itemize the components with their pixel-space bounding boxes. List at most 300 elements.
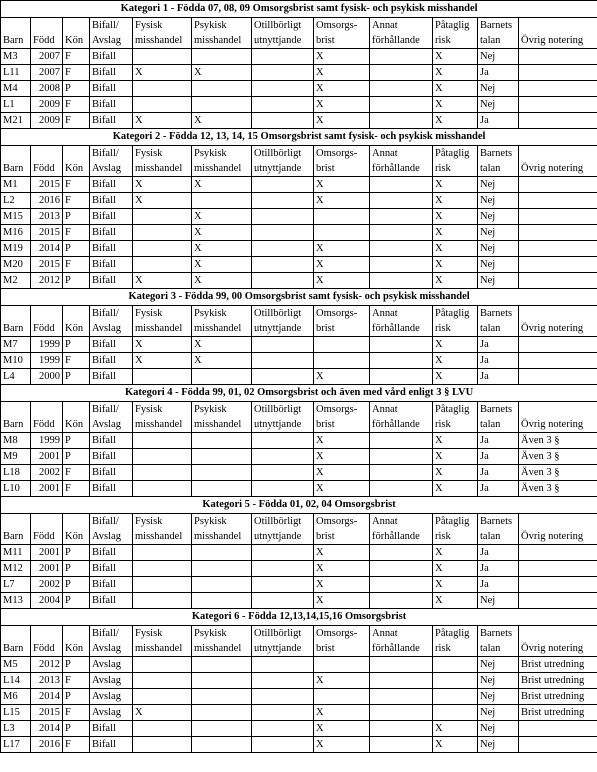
cell-fodd: 2002 <box>31 465 63 481</box>
column-header-barnets-talan: Barnets talan <box>478 402 519 433</box>
table-row <box>1 481 597 497</box>
cell-psykisk-misshandel <box>192 721 252 737</box>
cell-fodd: 2013 <box>31 673 63 689</box>
cell-barn: M16 <box>1 225 31 241</box>
cell-fysisk-misshandel <box>133 577 192 593</box>
table-row <box>1 593 597 609</box>
cell-kon: F <box>63 65 90 81</box>
cell-fysisk-misshandel <box>133 97 192 113</box>
column-header-barnets-talan: Barnets talan <box>478 18 519 49</box>
cell-omsorgsbrist: X <box>314 705 370 721</box>
cell-barn: M9 <box>1 449 31 465</box>
column-header-kon: Kön <box>63 18 90 49</box>
cell-pataglig-risk: X <box>433 257 478 273</box>
cell-ovrig-notering: Även 3 § <box>519 481 597 497</box>
column-header-fysisk-misshandel: Fysisk misshandel <box>133 514 192 545</box>
cell-barnets-talan: Nej <box>478 721 519 737</box>
cell-bifall-avslag: Bifall <box>90 113 133 129</box>
cell-otillborligt-utnyttjande <box>252 689 314 705</box>
cell-kon: F <box>63 97 90 113</box>
cell-kon: P <box>63 273 90 289</box>
cell-fodd: 2016 <box>31 737 63 753</box>
cell-bifall-avslag: Bifall <box>90 353 133 369</box>
column-header-fysisk-misshandel: Fysisk misshandel <box>133 626 192 657</box>
cell-kon: P <box>63 449 90 465</box>
cell-otillborligt-utnyttjande <box>252 337 314 353</box>
cell-otillborligt-utnyttjande <box>252 561 314 577</box>
cell-ovrig-notering: Även 3 § <box>519 433 597 449</box>
cell-fysisk-misshandel: X <box>133 65 192 81</box>
cell-psykisk-misshandel <box>192 593 252 609</box>
cell-annat-forhallande <box>370 465 433 481</box>
table-row <box>1 49 597 65</box>
cell-kon: P <box>63 433 90 449</box>
cell-barnets-talan: Ja <box>478 65 519 81</box>
cell-barn: M8 <box>1 433 31 449</box>
column-header-pataglig-risk: Påtaglig risk <box>433 402 478 433</box>
cell-ovrig-notering <box>519 177 597 193</box>
cell-fysisk-misshandel <box>133 721 192 737</box>
cell-omsorgsbrist <box>314 337 370 353</box>
cell-pataglig-risk: X <box>433 113 478 129</box>
cell-pataglig-risk: X <box>433 481 478 497</box>
cell-kon: P <box>63 689 90 705</box>
cell-annat-forhallande <box>370 545 433 561</box>
cell-barnets-talan: Nej <box>478 177 519 193</box>
cell-bifall-avslag: Bifall <box>90 593 133 609</box>
cell-annat-forhallande <box>370 225 433 241</box>
cell-annat-forhallande <box>370 657 433 673</box>
cell-kon: P <box>63 337 90 353</box>
cell-otillborligt-utnyttjande <box>252 65 314 81</box>
cell-annat-forhallande <box>370 481 433 497</box>
cell-psykisk-misshandel <box>192 481 252 497</box>
cell-barn: L2 <box>1 193 31 209</box>
cell-fysisk-misshandel: X <box>133 705 192 721</box>
cell-omsorgsbrist: X <box>314 593 370 609</box>
table-row <box>1 241 597 257</box>
cell-kon: P <box>63 721 90 737</box>
cell-ovrig-notering <box>519 65 597 81</box>
column-header-psykisk-misshandel: Psykisk misshandel <box>192 18 252 49</box>
cell-pataglig-risk: X <box>433 545 478 561</box>
cell-pataglig-risk: X <box>433 593 478 609</box>
cell-kon: F <box>63 705 90 721</box>
column-header-fysisk-misshandel: Fysisk misshandel <box>133 18 192 49</box>
column-header-psykisk-misshandel: Psykisk misshandel <box>192 402 252 433</box>
cell-omsorgsbrist: X <box>314 257 370 273</box>
cell-fysisk-misshandel <box>133 561 192 577</box>
cell-otillborligt-utnyttjande <box>252 273 314 289</box>
cell-bifall-avslag: Bifall <box>90 65 133 81</box>
cell-fodd: 2009 <box>31 97 63 113</box>
category-title-row <box>1 497 597 514</box>
cell-fodd: 2014 <box>31 721 63 737</box>
cell-otillborligt-utnyttjande <box>252 593 314 609</box>
table-row <box>1 209 597 225</box>
cell-barnets-talan: Nej <box>478 273 519 289</box>
column-header-barnets-talan: Barnets talan <box>478 626 519 657</box>
cell-fysisk-misshandel <box>133 433 192 449</box>
category-title: Kategori 1 - Födda 07, 08, 09 Omsorgsbrist samt fysisk- och psykisk misshandel <box>1 1 597 18</box>
cell-otillborligt-utnyttjande <box>252 433 314 449</box>
cell-otillborligt-utnyttjande <box>252 97 314 113</box>
cell-fysisk-misshandel <box>133 209 192 225</box>
cell-bifall-avslag: Avslag <box>90 657 133 673</box>
cell-ovrig-notering <box>519 193 597 209</box>
cell-psykisk-misshandel: X <box>192 337 252 353</box>
column-header-kon: Kön <box>63 146 90 177</box>
cell-barn: L7 <box>1 577 31 593</box>
cell-psykisk-misshandel <box>192 49 252 65</box>
cell-pataglig-risk: X <box>433 97 478 113</box>
table-row <box>1 369 597 385</box>
cell-fysisk-misshandel: X <box>133 273 192 289</box>
category-title-row <box>1 129 597 146</box>
cell-omsorgsbrist <box>314 225 370 241</box>
cell-ovrig-notering <box>519 97 597 113</box>
cell-ovrig-notering: Även 3 § <box>519 449 597 465</box>
cell-ovrig-notering <box>519 113 597 129</box>
table-row <box>1 113 597 129</box>
cell-otillborligt-utnyttjande <box>252 369 314 385</box>
cell-fysisk-misshandel <box>133 593 192 609</box>
cell-bifall-avslag: Bifall <box>90 225 133 241</box>
column-header-omsorgsbrist: Omsorgs- brist <box>314 514 370 545</box>
cell-fodd: 2001 <box>31 545 63 561</box>
cell-omsorgsbrist: X <box>314 369 370 385</box>
cell-barnets-talan: Nej <box>478 705 519 721</box>
cell-kon: P <box>63 657 90 673</box>
cell-kon: P <box>63 561 90 577</box>
cell-annat-forhallande <box>370 449 433 465</box>
column-header-kon: Kön <box>63 306 90 337</box>
column-header-annat-forhallande: Annat förhållande <box>370 146 433 177</box>
column-header-row <box>1 402 597 433</box>
column-header-barn: Barn <box>1 402 31 433</box>
cell-annat-forhallande <box>370 353 433 369</box>
cell-fodd: 2001 <box>31 481 63 497</box>
column-header-row <box>1 306 597 337</box>
column-header-fodd: Född <box>31 514 63 545</box>
cell-omsorgsbrist: X <box>314 561 370 577</box>
cell-barn: L15 <box>1 705 31 721</box>
cell-otillborligt-utnyttjande <box>252 49 314 65</box>
cell-annat-forhallande <box>370 433 433 449</box>
cell-pataglig-risk: X <box>433 337 478 353</box>
cell-barn: L17 <box>1 737 31 753</box>
cell-otillborligt-utnyttjande <box>252 449 314 465</box>
cell-psykisk-misshandel <box>192 657 252 673</box>
cell-fodd: 2007 <box>31 65 63 81</box>
column-header-pataglig-risk: Påtaglig risk <box>433 146 478 177</box>
cell-fodd: 2004 <box>31 593 63 609</box>
table-row <box>1 433 597 449</box>
column-header-bifall-avslag: Bifall/ Avslag <box>90 514 133 545</box>
cell-kon: F <box>63 49 90 65</box>
cell-fysisk-misshandel <box>133 449 192 465</box>
cell-annat-forhallande <box>370 337 433 353</box>
cell-pataglig-risk <box>433 705 478 721</box>
column-header-pataglig-risk: Påtaglig risk <box>433 626 478 657</box>
table-row <box>1 737 597 753</box>
cell-ovrig-notering: Även 3 § <box>519 465 597 481</box>
column-header-ovrig-notering: Övrig notering <box>519 18 597 49</box>
cell-psykisk-misshandel: X <box>192 113 252 129</box>
cell-ovrig-notering <box>519 577 597 593</box>
cell-pataglig-risk: X <box>433 353 478 369</box>
cell-fodd: 1999 <box>31 337 63 353</box>
cell-pataglig-risk: X <box>433 49 478 65</box>
cell-otillborligt-utnyttjande <box>252 177 314 193</box>
table-body <box>1 1 597 753</box>
cell-fodd: 2007 <box>31 49 63 65</box>
cell-pataglig-risk: X <box>433 81 478 97</box>
table-row <box>1 353 597 369</box>
cell-pataglig-risk: X <box>433 433 478 449</box>
cell-ovrig-notering <box>519 49 597 65</box>
column-header-bifall-avslag: Bifall/ Avslag <box>90 626 133 657</box>
column-header-omsorgsbrist: Omsorgs- brist <box>314 626 370 657</box>
cell-bifall-avslag: Bifall <box>90 81 133 97</box>
cell-bifall-avslag: Bifall <box>90 273 133 289</box>
category-title: Kategori 4 - Födda 99, 01, 02 Omsorgsbrist och även med vård enligt 3 § LVU <box>1 385 597 402</box>
cell-annat-forhallande <box>370 273 433 289</box>
column-header-kon: Kön <box>63 626 90 657</box>
cell-omsorgsbrist: X <box>314 737 370 753</box>
cell-annat-forhallande <box>370 241 433 257</box>
column-header-row <box>1 18 597 49</box>
column-header-otillborligt-utnyttjande: Otillbörligt utnyttjande <box>252 18 314 49</box>
cell-barnets-talan: Nej <box>478 81 519 97</box>
cell-barnets-talan: Ja <box>478 545 519 561</box>
cell-fodd: 2001 <box>31 561 63 577</box>
cell-bifall-avslag: Avslag <box>90 673 133 689</box>
cell-barn: M13 <box>1 593 31 609</box>
cell-ovrig-notering: Brist utredning <box>519 705 597 721</box>
cell-pataglig-risk: X <box>433 241 478 257</box>
cell-pataglig-risk: X <box>433 177 478 193</box>
cell-kon: F <box>63 177 90 193</box>
column-header-otillborligt-utnyttjande: Otillbörligt utnyttjande <box>252 514 314 545</box>
cell-barn: M15 <box>1 209 31 225</box>
column-header-bifall-avslag: Bifall/ Avslag <box>90 306 133 337</box>
cell-annat-forhallande <box>370 689 433 705</box>
cell-kon: P <box>63 241 90 257</box>
cell-barn: M11 <box>1 545 31 561</box>
cell-pataglig-risk: X <box>433 561 478 577</box>
cell-annat-forhallande <box>370 737 433 753</box>
column-header-psykisk-misshandel: Psykisk misshandel <box>192 146 252 177</box>
cell-omsorgsbrist: X <box>314 81 370 97</box>
cell-ovrig-notering <box>519 737 597 753</box>
cell-pataglig-risk: X <box>433 225 478 241</box>
cell-bifall-avslag: Bifall <box>90 193 133 209</box>
cell-fodd: 2016 <box>31 193 63 209</box>
cell-bifall-avslag: Bifall <box>90 49 133 65</box>
column-header-annat-forhallande: Annat förhållande <box>370 626 433 657</box>
column-header-fodd: Född <box>31 626 63 657</box>
column-header-pataglig-risk: Påtaglig risk <box>433 514 478 545</box>
table-row <box>1 465 597 481</box>
column-header-bifall-avslag: Bifall/ Avslag <box>90 402 133 433</box>
cell-kon: P <box>63 209 90 225</box>
cell-barnets-talan: Nej <box>478 225 519 241</box>
cell-annat-forhallande <box>370 209 433 225</box>
cell-ovrig-notering <box>519 273 597 289</box>
cell-pataglig-risk: X <box>433 273 478 289</box>
cell-kon: F <box>63 257 90 273</box>
cell-omsorgsbrist: X <box>314 673 370 689</box>
cell-barnets-talan: Nej <box>478 593 519 609</box>
cell-psykisk-misshandel: X <box>192 273 252 289</box>
cell-bifall-avslag: Avslag <box>90 689 133 705</box>
cell-annat-forhallande <box>370 113 433 129</box>
cell-barnets-talan: Nej <box>478 241 519 257</box>
cell-barnets-talan: Ja <box>478 433 519 449</box>
category-title-row <box>1 609 597 626</box>
cell-fysisk-misshandel: X <box>133 113 192 129</box>
cell-barn: M12 <box>1 561 31 577</box>
cell-barn: M5 <box>1 657 31 673</box>
category-title-row <box>1 1 597 18</box>
cell-barn: L10 <box>1 481 31 497</box>
cell-pataglig-risk <box>433 689 478 705</box>
cell-psykisk-misshandel <box>192 705 252 721</box>
cell-ovrig-notering <box>519 593 597 609</box>
cell-psykisk-misshandel <box>192 97 252 113</box>
cell-barnets-talan: Nej <box>478 673 519 689</box>
table-row <box>1 65 597 81</box>
cell-ovrig-notering <box>519 209 597 225</box>
cell-ovrig-notering <box>519 257 597 273</box>
cell-omsorgsbrist: X <box>314 113 370 129</box>
column-header-barn: Barn <box>1 514 31 545</box>
cell-ovrig-notering <box>519 337 597 353</box>
column-header-pataglig-risk: Påtaglig risk <box>433 306 478 337</box>
cell-psykisk-misshandel <box>192 577 252 593</box>
cell-fysisk-misshandel <box>133 545 192 561</box>
cell-fysisk-misshandel: X <box>133 193 192 209</box>
column-header-pataglig-risk: Påtaglig risk <box>433 18 478 49</box>
cell-otillborligt-utnyttjande <box>252 673 314 689</box>
cell-barnets-talan: Nej <box>478 209 519 225</box>
cell-bifall-avslag: Bifall <box>90 545 133 561</box>
cell-fysisk-misshandel <box>133 81 192 97</box>
cell-omsorgsbrist: X <box>314 481 370 497</box>
column-header-ovrig-notering: Övrig notering <box>519 514 597 545</box>
cell-fodd: 2015 <box>31 705 63 721</box>
cell-bifall-avslag: Bifall <box>90 337 133 353</box>
cell-fysisk-misshandel: X <box>133 337 192 353</box>
cell-fysisk-misshandel <box>133 257 192 273</box>
cell-annat-forhallande <box>370 97 433 113</box>
column-header-fysisk-misshandel: Fysisk misshandel <box>133 146 192 177</box>
cell-pataglig-risk: X <box>433 465 478 481</box>
cell-annat-forhallande <box>370 561 433 577</box>
cell-omsorgsbrist: X <box>314 433 370 449</box>
cell-fodd: 2014 <box>31 689 63 705</box>
cell-annat-forhallande <box>370 721 433 737</box>
cell-annat-forhallande <box>370 49 433 65</box>
cell-omsorgsbrist <box>314 689 370 705</box>
cell-otillborligt-utnyttjande <box>252 705 314 721</box>
column-header-barnets-talan: Barnets talan <box>478 146 519 177</box>
cell-barnets-talan: Ja <box>478 481 519 497</box>
cell-omsorgsbrist <box>314 657 370 673</box>
cell-omsorgsbrist: X <box>314 241 370 257</box>
cell-barn: M6 <box>1 689 31 705</box>
cell-annat-forhallande <box>370 577 433 593</box>
cell-annat-forhallande <box>370 705 433 721</box>
table-row <box>1 657 597 673</box>
cell-kon: F <box>63 353 90 369</box>
cell-psykisk-misshandel: X <box>192 65 252 81</box>
cell-fodd: 2009 <box>31 113 63 129</box>
column-header-omsorgsbrist: Omsorgs- brist <box>314 146 370 177</box>
cell-psykisk-misshandel: X <box>192 225 252 241</box>
cell-fysisk-misshandel: X <box>133 177 192 193</box>
cell-bifall-avslag: Bifall <box>90 481 133 497</box>
column-header-annat-forhallande: Annat förhållande <box>370 514 433 545</box>
table-row <box>1 577 597 593</box>
cell-annat-forhallande <box>370 369 433 385</box>
cell-pataglig-risk: X <box>433 737 478 753</box>
cell-fodd: 2015 <box>31 177 63 193</box>
column-header-omsorgsbrist: Omsorgs- brist <box>314 306 370 337</box>
table-row <box>1 257 597 273</box>
table-row <box>1 689 597 705</box>
cell-kon: F <box>63 737 90 753</box>
cell-bifall-avslag: Bifall <box>90 465 133 481</box>
cell-annat-forhallande <box>370 257 433 273</box>
table-row <box>1 705 597 721</box>
cell-psykisk-misshandel <box>192 561 252 577</box>
table-row <box>1 81 597 97</box>
cell-fodd: 2002 <box>31 577 63 593</box>
cell-fysisk-misshandel <box>133 737 192 753</box>
table-row <box>1 545 597 561</box>
cell-omsorgsbrist: X <box>314 721 370 737</box>
cell-psykisk-misshandel: X <box>192 209 252 225</box>
cell-bifall-avslag: Bifall <box>90 241 133 257</box>
column-header-ovrig-notering: Övrig notering <box>519 146 597 177</box>
cell-fysisk-misshandel <box>133 465 192 481</box>
cell-barnets-talan: Ja <box>478 113 519 129</box>
column-header-ovrig-notering: Övrig notering <box>519 402 597 433</box>
cell-fysisk-misshandel <box>133 369 192 385</box>
cell-kon: P <box>63 81 90 97</box>
column-header-kon: Kön <box>63 514 90 545</box>
cell-fysisk-misshandel <box>133 481 192 497</box>
column-header-omsorgsbrist: Omsorgs- brist <box>314 402 370 433</box>
column-header-kon: Kön <box>63 402 90 433</box>
cell-barn: L14 <box>1 673 31 689</box>
cell-bifall-avslag: Bifall <box>90 177 133 193</box>
cell-annat-forhallande <box>370 593 433 609</box>
column-header-fodd: Född <box>31 306 63 337</box>
cell-fodd: 2013 <box>31 209 63 225</box>
cell-otillborligt-utnyttjande <box>252 657 314 673</box>
cell-pataglig-risk: X <box>433 209 478 225</box>
cell-psykisk-misshandel: X <box>192 353 252 369</box>
cell-barn: M19 <box>1 241 31 257</box>
cell-annat-forhallande <box>370 65 433 81</box>
cell-annat-forhallande <box>370 193 433 209</box>
cell-omsorgsbrist: X <box>314 449 370 465</box>
cell-fodd: 1999 <box>31 353 63 369</box>
cell-omsorgsbrist: X <box>314 273 370 289</box>
